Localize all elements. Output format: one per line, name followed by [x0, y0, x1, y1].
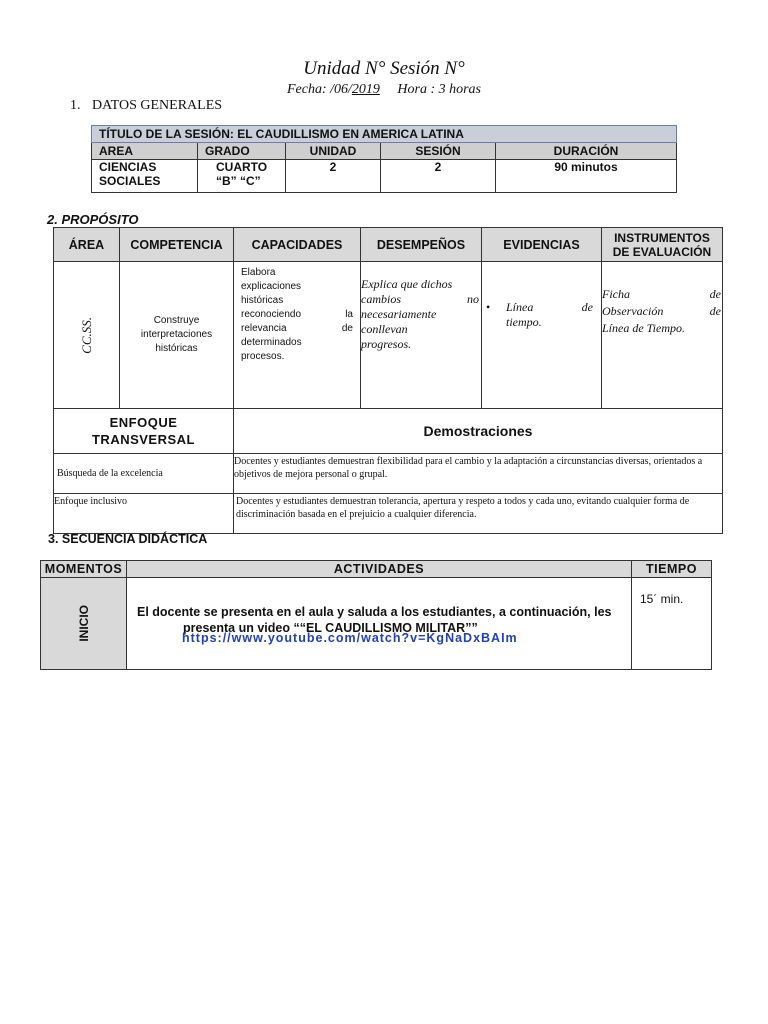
enfoque-transversal-cell — [54, 409, 234, 454]
desempenos-cell — [361, 262, 482, 409]
section-heading-datos — [70, 98, 222, 114]
session-date-line — [0, 82, 768, 98]
header-grado: GRADO — [198, 143, 286, 160]
duracion-value: 90 minutos — [496, 160, 677, 193]
instrumento-line-2a: Observación — [602, 304, 664, 318]
date-prefix: Fecha: /06/ — [286, 82, 352, 97]
desempeno-line-4: conllevan — [361, 322, 408, 336]
area-value — [92, 160, 198, 193]
instrumento-line-1b: de — [709, 287, 721, 301]
grado-line-1: CUARTO — [216, 160, 268, 174]
instrumento-line-3: Línea de Tiempo. — [602, 321, 685, 335]
evidencia-line-2: tiempo. — [506, 315, 542, 329]
instrumentos-cell — [602, 262, 723, 409]
session-title: Unidad N° Sesión N° — [303, 58, 465, 79]
grado-line-2: “B” “C” — [216, 174, 261, 188]
header-unidad: UNIDAD — [286, 143, 381, 160]
capacidad-line-1: Elabora — [241, 267, 276, 278]
header-area: AREA — [92, 143, 198, 160]
tiempo-cell: 15´ min. — [632, 578, 712, 670]
area-line-1: CIENCIAS — [99, 160, 157, 174]
enfoque-line-1: ENFOQUE — [109, 415, 178, 430]
evidencia-line-1b: de — [581, 300, 593, 314]
capacidad-line-4a: reconociendo — [241, 309, 302, 320]
capacidad-line-3: históricas — [241, 295, 284, 306]
desempeno-line-2a: cambios — [361, 292, 401, 306]
header-area: ÁREA — [54, 228, 120, 262]
header-tiempo: TIEMPO — [632, 561, 712, 578]
momento-inicio: INICIO — [76, 605, 91, 642]
capacidad-line-2: explicaciones — [241, 281, 302, 292]
area-cell — [54, 262, 120, 409]
header-sesion: SESIÓN — [381, 143, 496, 160]
header-actividades: ACTIVIDADES — [127, 561, 632, 578]
area-vertical-text: CC.SS. — [78, 316, 94, 354]
capacidad-line-5a: relevancia — [241, 323, 287, 334]
actividad-line-2: presenta un video ““EL CAUDILLISMO MILITAR”” — [183, 621, 478, 635]
section-label: DATOS GENERALES — [92, 98, 223, 113]
enfoque-excelencia-text: Docentes y estudiantes demuestran flexibilidad para el cambio y la adaptación a circunstancias diversas, orientados a objetivos de mejora personal o grupal. — [234, 454, 723, 494]
grado-value — [198, 160, 286, 193]
competencia-line-3: históricas — [155, 343, 198, 354]
competencia-line-2: interpretaciones — [140, 329, 213, 340]
desempeno-line-2b: no — [467, 292, 479, 306]
header-momentos: MOMENTOS — [41, 561, 127, 578]
actividad-cell — [127, 578, 632, 670]
desempeno-line-3: necesariamente — [361, 307, 437, 321]
capacidad-line-4b: la — [345, 309, 353, 320]
demostraciones-header: Demostraciones — [234, 409, 723, 454]
header-instrumentos-line-2: DE EVALUACIÓN — [612, 244, 712, 259]
header-capacidades: CAPACIDADES — [234, 228, 361, 262]
session-title-cell: TÍTULO DE LA SESIÓN: EL CAUDILLISMO EN AMERICA LATINA — [92, 126, 677, 143]
header-evidencias: EVIDENCIAS — [482, 228, 602, 262]
evidencia-line-1a: Línea — [506, 300, 534, 314]
instrumento-line-1a: Ficha — [602, 287, 630, 301]
area-line-2: SOCIALES — [99, 174, 161, 188]
instrumento-line-2b: de — [709, 304, 721, 318]
desempeno-line-1: Explica que dichos — [361, 277, 453, 291]
video-link-clipped[interactable] — [182, 631, 542, 645]
secuencia-table — [40, 560, 712, 670]
bullet-icon: • — [486, 300, 491, 314]
section-heading-secuencia: 3. SECUENCIA DIDÁCTICA — [48, 532, 208, 546]
header-instrumentos-line-1: INSTRUMENTOS — [614, 230, 710, 245]
header-duracion: DURACIÓN — [496, 143, 677, 160]
datos-generales-table — [91, 125, 677, 193]
proposito-table — [53, 227, 723, 534]
sesion-value: 2 — [381, 160, 496, 193]
section-heading-proposito: 2. PROPÓSITO — [47, 212, 139, 227]
capacidad-line-5b: de — [341, 323, 353, 334]
evidencias-cell — [482, 262, 602, 409]
header-desempenos: DESEMPEÑOS — [361, 228, 482, 262]
enfoque-excelencia-name: Búsqueda de la excelencia — [54, 454, 234, 494]
hora-text: Hora : 3 horas — [397, 82, 482, 97]
header-instrumentos — [602, 228, 723, 262]
competencia-line-1: Construye — [153, 315, 200, 326]
actividad-line-1: El docente se presenta en el aula y saluda a los estudiantes, a continuación, les — [137, 605, 612, 619]
momento-cell — [41, 578, 127, 670]
capacidad-line-7: procesos. — [241, 351, 285, 362]
desempeno-line-5: progresos. — [361, 337, 412, 351]
competencia-cell — [120, 262, 234, 409]
enfoque-line-2: TRANSVERSAL — [91, 432, 195, 447]
video-link-text[interactable]: https://www.youtube.com/watch?v=KgNaDxBAIm — [182, 631, 518, 645]
header-competencia: COMPETENCIA — [120, 228, 234, 262]
unidad-value: 2 — [286, 160, 381, 193]
capacidad-line-6: determinados — [241, 337, 302, 348]
enfoque-inclusivo-text: Docentes y estudiantes demuestran tolerancia, apertura y respeto a todos y cada uno, evitando cualquier forma de discriminación basada en el prejuicio a cualquier diferencia. — [234, 494, 723, 534]
section-number: 1. — [70, 98, 81, 113]
enfoque-inclusivo-name: Enfoque inclusivo — [54, 494, 234, 534]
capacidades-cell — [234, 262, 361, 409]
date-year: 2019 — [351, 82, 380, 97]
